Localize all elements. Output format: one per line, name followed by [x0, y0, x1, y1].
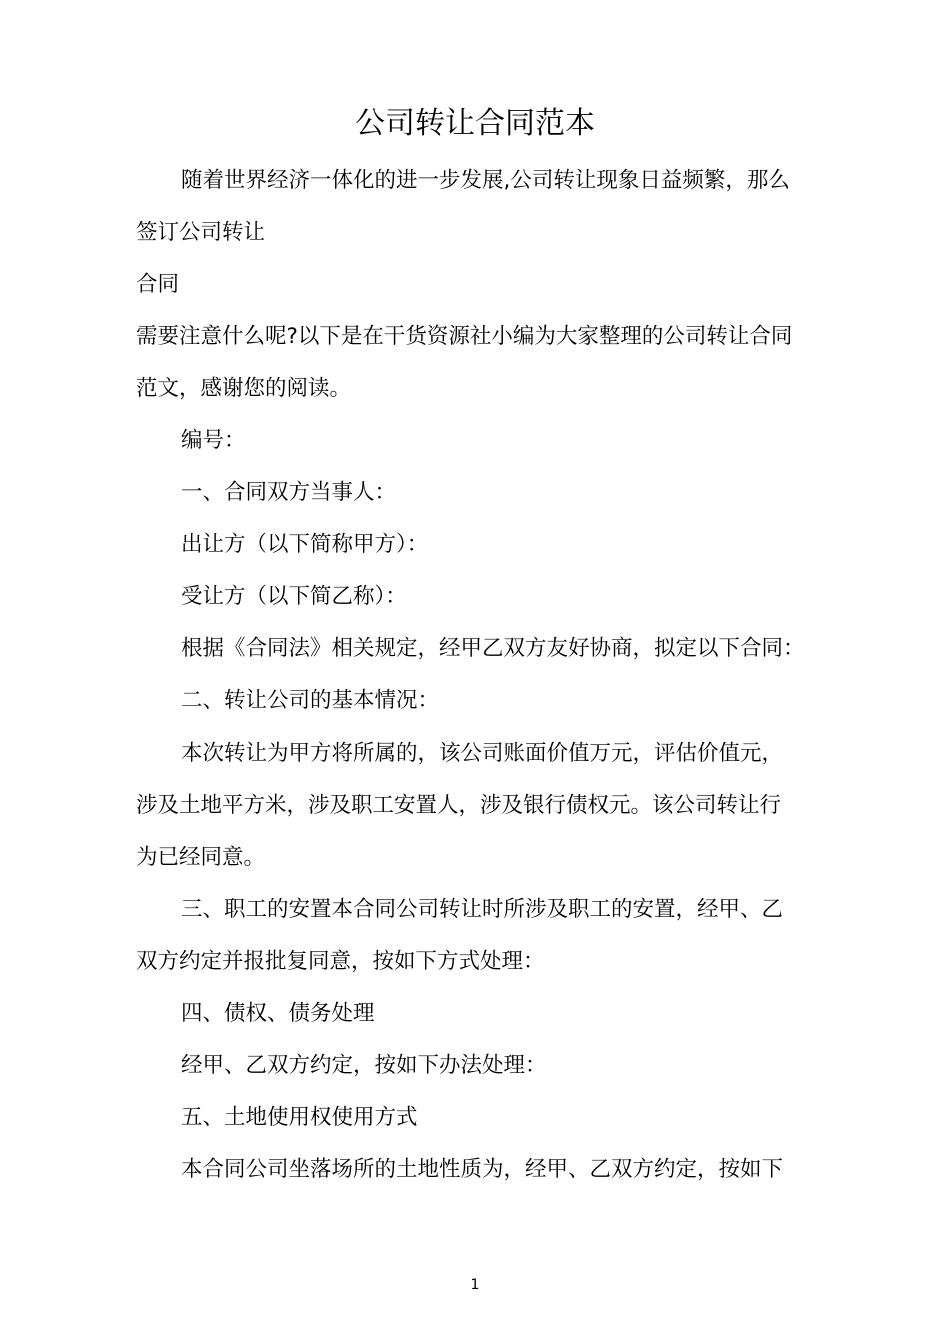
- paragraph-line: 需要注意什么呢?以下是在干货资源社小编为大家整理的公司转让合同: [136, 324, 793, 349]
- paragraph-line: 编号：: [181, 428, 246, 453]
- paragraph-line: 本次转让为甲方将所属的，该公司账面价值万元，评估价值元，: [181, 741, 784, 766]
- paragraph-line: 本合同公司坐落场所的土地性质为，经甲、乙双方约定，按如下: [181, 1157, 784, 1182]
- paragraph-line: 为已经同意。: [136, 845, 266, 870]
- paragraph-line: 签订公司转让: [136, 220, 266, 245]
- paragraph-line: 根据《合同法》相关规定，经甲乙双方友好协商，拟定以下合同：: [181, 636, 805, 661]
- paragraph-line: 出让方（以下简称甲方）：: [181, 532, 429, 557]
- paragraph-line: 范文，感谢您的阅读。: [136, 376, 352, 401]
- paragraph-line: 三、职工的安置本合同公司转让时所涉及职工的安置，经甲、乙: [181, 897, 784, 922]
- paragraph-line: 经甲、乙双方约定，按如下办法处理：: [181, 1053, 547, 1078]
- paragraph-line: 涉及土地平方米，涉及职工安置人，涉及银行债权元。该公司转让行: [136, 793, 782, 818]
- paragraph-line: 二、转让公司的基本情况：: [181, 688, 440, 713]
- paragraph-line: 受让方（以下简乙称）：: [181, 584, 407, 609]
- paragraph-line: 四、债权、债务处理: [181, 1001, 375, 1026]
- paragraph-line: 随着世界经济一体化的进一步发展,公司转让现象日益频繁，那么: [181, 168, 790, 193]
- paragraph-line: 五、土地使用权使用方式: [181, 1105, 418, 1130]
- page-number: 1: [470, 1277, 480, 1293]
- paragraph-line: 一、合同双方当事人：: [181, 480, 397, 505]
- document-title: 公司转让合同范本: [355, 106, 595, 141]
- paragraph-line: 双方约定并报批复同意，按如下方式处理：: [136, 949, 545, 974]
- paragraph-line: 合同: [136, 272, 180, 297]
